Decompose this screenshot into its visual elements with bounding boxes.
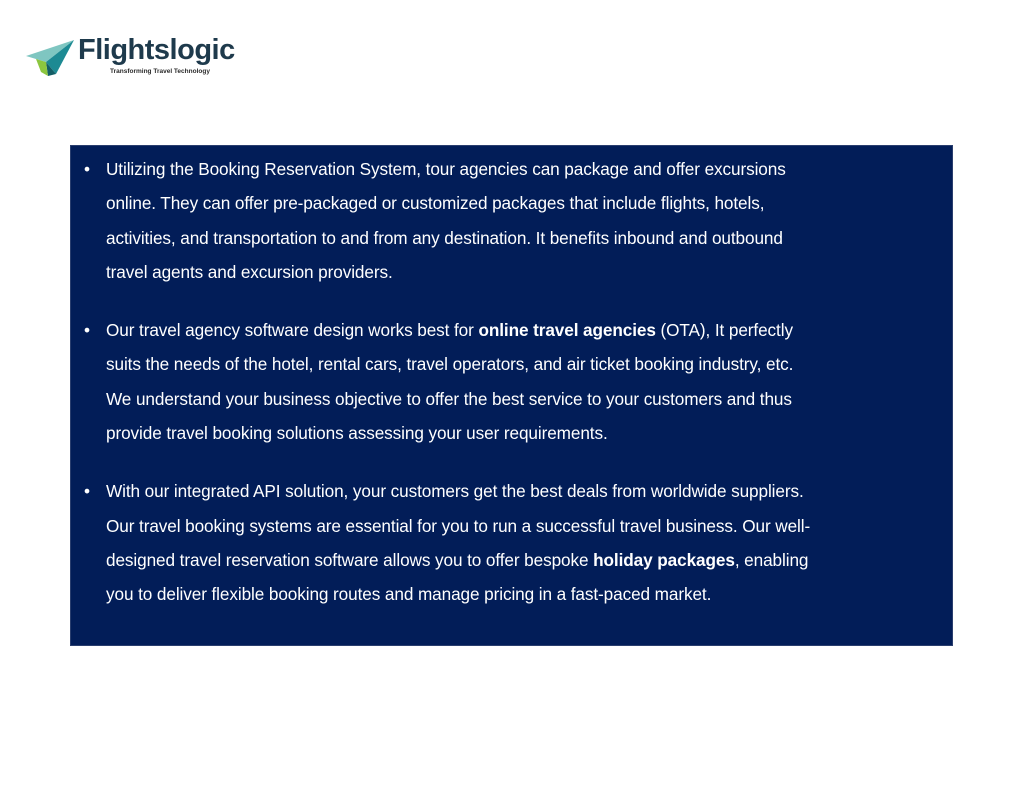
- text-segment: you to deliver flexible booking routes and manage pricing in a fast-paced market.: [106, 584, 712, 605]
- text-segment: Utilizing the Booking Reservation System, tour agencies can package and offer excursions: [106, 159, 786, 179]
- brand-name: Flightslogic: [78, 34, 235, 66]
- text-segment: (OTA), It perfectly: [655, 320, 793, 341]
- text-line: [106, 186, 948, 220]
- text-line: [106, 474, 948, 508]
- text-segment: travel agents and excursion providers.: [106, 261, 393, 282]
- bullet-marker: •: [84, 481, 90, 502]
- text-segment: With our integrated API solution, your customers get the best deals from worldwide suppliers.: [106, 481, 804, 502]
- text-segment: Our travel booking systems are essential for you to run a successful travel business. Our well-: [106, 515, 811, 536]
- content-panel: [70, 145, 953, 646]
- text-segment: We understand your business objective to offer the best service to your customers and thus: [106, 388, 792, 409]
- text-segment: provide travel booking solutions assessing your user requirements.: [106, 423, 608, 444]
- text-segment: , enabling: [734, 549, 809, 570]
- highlighted-term: online travel agencies: [478, 320, 656, 341]
- bullet-item: [71, 152, 954, 289]
- bullet-item: [71, 474, 954, 611]
- text-segment: activities, and transportation to and from any destination. It benefits inbound and outbound: [106, 227, 783, 248]
- text-line: [106, 543, 948, 577]
- highlighted-term: holiday packages: [593, 549, 735, 570]
- text-line: [106, 152, 948, 186]
- text-line: [106, 509, 948, 543]
- text-line: [106, 313, 948, 347]
- paper-plane-icon: [26, 38, 76, 78]
- brand-logo: [26, 34, 235, 82]
- text-segment: suits the needs of the hotel, rental cars, travel operators, and air ticket booking industry, etc.: [106, 354, 794, 375]
- text-segment: designed travel reservation software allows you to offer bespoke: [106, 549, 594, 570]
- text-segment: Our travel agency software design works best for: [106, 320, 479, 341]
- text-line: [106, 347, 948, 381]
- bullet-item: [71, 313, 954, 450]
- bullet-marker: •: [84, 159, 90, 179]
- text-segment: online. They can offer pre-packaged or customized packages that include flights, hotels,: [106, 193, 765, 214]
- bullet-list: [71, 152, 954, 636]
- text-line: [106, 382, 948, 416]
- text-line: [106, 577, 948, 611]
- bullet-marker: •: [84, 320, 90, 341]
- text-line: [106, 221, 948, 255]
- brand-tagline: Transforming Travel Technology: [110, 68, 210, 75]
- text-line: [106, 255, 948, 289]
- text-line: [106, 416, 948, 450]
